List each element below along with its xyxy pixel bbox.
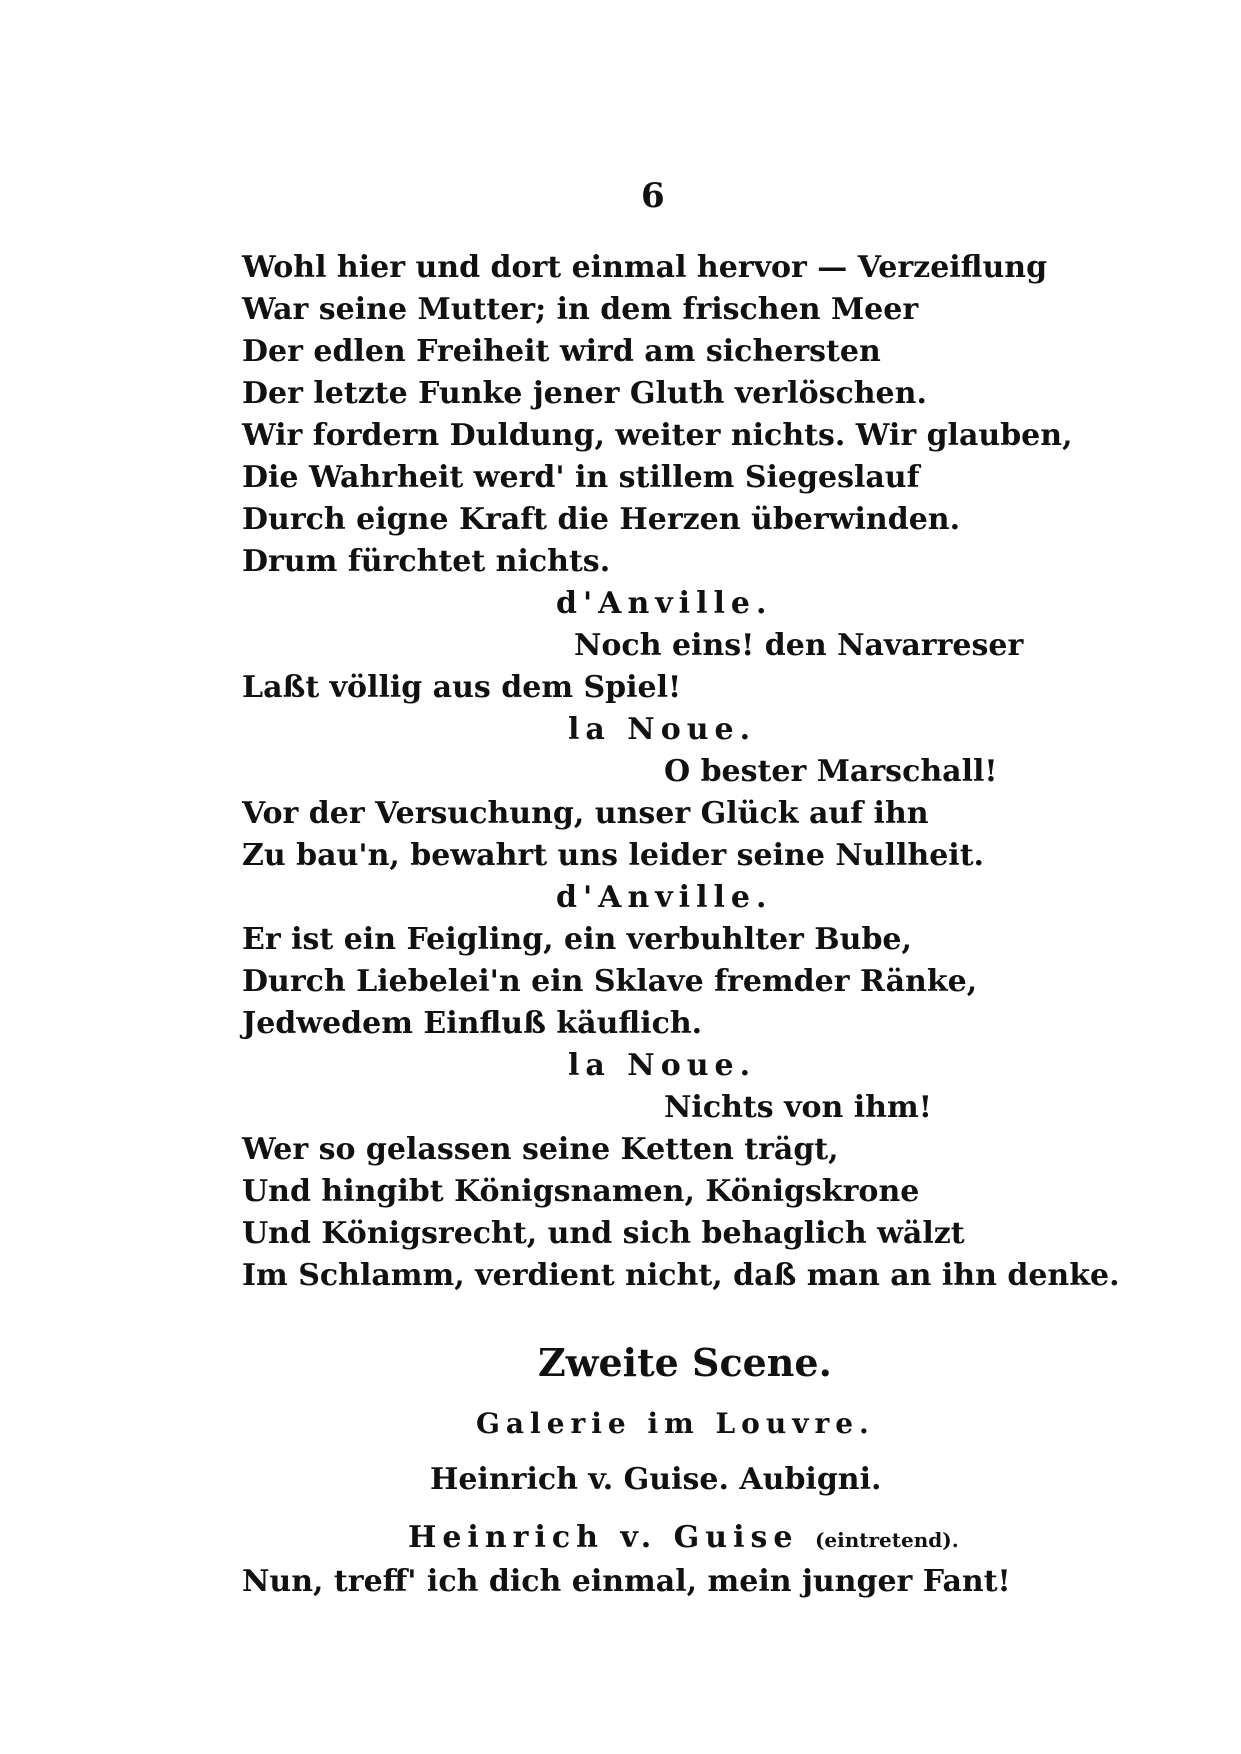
verse-line: Wer so gelassen seine Ketten trägt, (242, 1132, 839, 1167)
verse-line: Nun, treff' ich dich einmal, mein junger Fant! (242, 1564, 1011, 1599)
verse-line: Jedwedem Einfluß käuflich. (242, 1006, 703, 1041)
verse-line: Und hingibt Königsnamen, Königskrone (242, 1174, 920, 1209)
verse-line: Wir fordern Duldung, weiter nichts. Wir glauben, (242, 418, 1073, 453)
scene-title: Zweite Scene. (538, 1340, 832, 1385)
verse-line: Der edlen Freiheit wird am sichersten (242, 334, 881, 369)
page-number: 6 (641, 176, 665, 216)
scene-persons: Heinrich v. Guise. Aubigni. (430, 1462, 882, 1497)
scene-speaker: Heinrich v. Guise (408, 1520, 799, 1555)
verse-line: Laßt völlig aus dem Spiel! (242, 670, 682, 705)
verse-line: Im Schlamm, verdient nicht, daß man an ihn denke. (242, 1258, 1120, 1293)
speaker-name: la Noue. (568, 712, 757, 747)
verse-line: Und Königsrecht, und sich behaglich wälzt (242, 1216, 965, 1251)
verse-line: Nichts von ihm! (664, 1090, 932, 1125)
verse-line: Er ist ein Feigling, ein verbuhlter Bube, (242, 922, 912, 957)
verse-line: Zu bau'n, bewahrt uns leider seine Nullheit. (242, 838, 985, 873)
scene-speaker-line (408, 1518, 959, 1560)
verse-line: Wohl hier und dort einmal hervor — Verzeiflung (242, 250, 1048, 285)
speaker-name: d'Anville. (556, 880, 773, 915)
verse-line: Der letzte Funke jener Gluth verlöschen. (242, 376, 927, 411)
verse-line: Durch Liebelei'n ein Sklave fremder Ränke, (242, 964, 978, 999)
verse-line: Noch eins! den Navarreser (574, 628, 1024, 663)
speaker-name: la Noue. (568, 1048, 757, 1083)
verse-line: War seine Mutter; in dem frischen Meer (242, 292, 919, 327)
verse-line: O bester Marschall! (664, 754, 998, 789)
verse-line: Die Wahrheit werd' in stillem Siegeslauf (242, 460, 920, 495)
verse-line: Durch eigne Kraft die Herzen überwinden. (242, 502, 961, 537)
scene-place: Galerie im Louvre. (476, 1407, 875, 1440)
verse-line: Drum fürchtet nichts. (242, 544, 611, 579)
speaker-name: d'Anville. (556, 586, 773, 621)
stage-direction: (eintretend). (814, 1528, 959, 1552)
verse-line: Vor der Versuchung, unser Glück auf ihn (242, 796, 929, 831)
